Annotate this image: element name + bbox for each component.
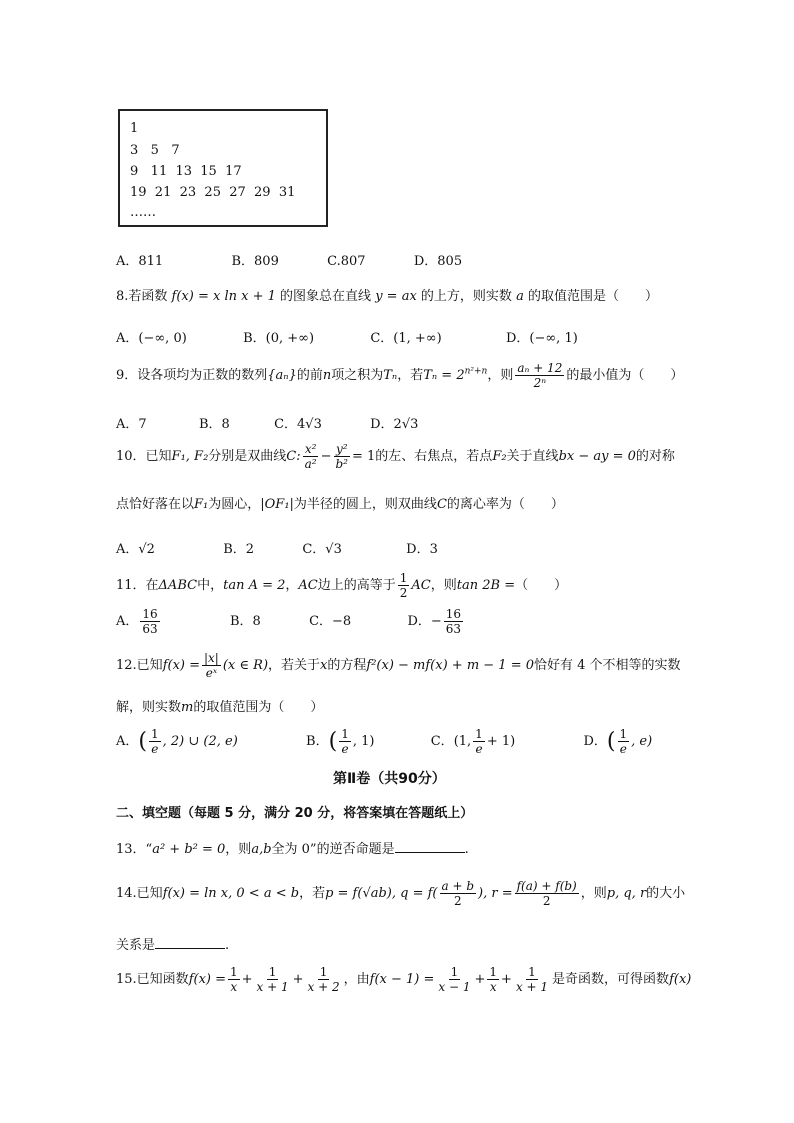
q9-text: 的前	[296, 368, 323, 383]
q12-frac	[202, 652, 221, 679]
q12-one: 1	[150, 727, 159, 741]
q12-c-label: C．	[430, 734, 454, 749]
q8-text: 的取值范围是（ ）	[527, 289, 658, 304]
q14-r-frac	[515, 880, 579, 907]
q15-t2d: x + 1	[256, 980, 289, 994]
q8-var: a	[516, 289, 524, 304]
q10-b2: b²	[335, 457, 348, 471]
q14-r-num: f(a) + f(b)	[516, 879, 577, 893]
q12-text: 的取值范围为（ ）	[193, 700, 324, 715]
q9-frac-den: 2ⁿ	[533, 376, 547, 390]
q15-u3n: 1	[528, 965, 536, 979]
q10-frac-y	[334, 443, 351, 470]
q8-text: 的上方，则实数	[420, 289, 512, 304]
q9-tn-eq: Tₙ = 2	[423, 368, 465, 383]
q10-text: 分别是双曲线	[208, 449, 287, 464]
q11-tan2b: tan 2B =	[456, 578, 516, 593]
q15-u2d: x	[489, 980, 497, 994]
q10-y2: y²	[335, 442, 348, 456]
q14-q-frac	[440, 880, 477, 907]
q12-option-c	[430, 727, 516, 756]
q11-text: ，则	[430, 578, 457, 593]
q12-text: 12.已知	[116, 658, 163, 673]
q14-q-den: 2	[453, 894, 462, 908]
q9-text: ，若	[397, 368, 424, 383]
q11-d-den: 63	[445, 622, 462, 636]
q10-curve: C:	[286, 449, 301, 464]
q11-option-b: B．8	[229, 614, 261, 629]
q12-d-tail: , e)	[631, 734, 653, 749]
q12-a-label: A．	[116, 734, 139, 749]
q13-cond: a² + b² = 0	[152, 842, 226, 857]
q12-d-label: D．	[583, 734, 607, 749]
q10-text: 为圆心，	[208, 497, 261, 512]
q15-t3d: x + 2	[307, 980, 340, 994]
q10-f1: F₁	[194, 497, 209, 512]
q10-frac-x	[303, 443, 319, 470]
triangle-row-4: 19 21 23 25 27 29 31	[130, 185, 296, 200]
q10-options	[116, 538, 438, 557]
q12-one: 1	[619, 727, 628, 741]
q11-option-d	[407, 607, 465, 636]
q12-e: e	[151, 742, 159, 756]
q15-fx-end: f(x)	[669, 972, 692, 987]
q11-d-num: 16	[445, 607, 462, 621]
q13-text: 全为 0”的逆否命题是	[271, 842, 395, 857]
q14-line-2	[116, 934, 229, 953]
q12-e: e	[341, 742, 349, 756]
q9-text: 的最小值为（ ）	[566, 368, 684, 383]
q12-e: e	[619, 742, 627, 756]
q14-r: ), r =	[478, 886, 513, 901]
q8-stem	[116, 285, 658, 304]
q11-a-label: A．	[116, 614, 139, 629]
q10-line-2	[116, 493, 564, 512]
q12-m: m	[181, 700, 194, 715]
q14-text: ，则	[580, 886, 607, 901]
q9-tn: Tₙ	[383, 368, 398, 383]
q11-half-num: 1	[399, 571, 408, 585]
q11-option-a	[116, 607, 162, 636]
q11-a-num: 16	[142, 607, 158, 621]
q9-text: 9．设各项均为正数的数列	[116, 368, 268, 383]
q12-x: x	[320, 658, 328, 673]
q15-text: 15.已知函数	[116, 972, 189, 987]
q15-t3n: 1	[319, 965, 328, 979]
q11-text: ，	[285, 578, 299, 593]
q15-u1n: 1	[450, 965, 459, 979]
q12-c-head: (1,	[453, 734, 472, 749]
q14-text: 14.已知	[116, 886, 163, 901]
q11-stem	[116, 572, 567, 599]
q9-options	[116, 413, 418, 432]
q9-option-c: C．4√3	[274, 417, 322, 432]
q12-domain: (x ∈ R)	[222, 658, 269, 673]
q11-text: 边上的高等于	[317, 578, 396, 593]
q10-a2: a²	[304, 457, 317, 471]
q12-text: ，若关于	[268, 658, 321, 673]
q9-n: n	[322, 368, 332, 383]
q8-option-b: B．(0, +∞)	[243, 331, 315, 346]
q12-b-label: B．	[306, 734, 329, 749]
q15-u2n: 1	[489, 965, 498, 979]
part2-title: 第Ⅱ卷（共90分）	[333, 771, 446, 787]
q10-text: 的离心率为（ ）	[446, 497, 564, 512]
q9-frac-num: aₙ + 12	[517, 361, 563, 375]
q13-text: .	[464, 842, 469, 857]
triangle-row-1: 1	[130, 121, 139, 136]
q9-option-a: A．7	[116, 417, 147, 432]
q10-option-a: A．√2	[116, 542, 155, 557]
q10-text: 的左、右焦点，若点	[375, 449, 493, 464]
triangle-row-3: 9 11 13 15 17	[130, 164, 242, 179]
q10-f2: F₂	[492, 449, 507, 464]
q15-t1n: 1	[230, 965, 238, 979]
q15-fx: f(x) =	[188, 972, 226, 987]
q10-text: 10．已知	[116, 449, 172, 464]
q12-options	[116, 728, 652, 755]
q12-line-2	[116, 696, 323, 715]
q12-one: 1	[475, 727, 483, 741]
q10-eq: = 1	[352, 449, 376, 464]
q8-option-c: C．(1, +∞)	[370, 331, 442, 346]
q11-d-label: D．−	[407, 614, 442, 629]
q12-a-tail: , 2) ∪ (2, e)	[162, 734, 238, 749]
q12-den: eˣ	[205, 666, 218, 680]
q8-function: f(x) = x ln x + 1	[171, 289, 276, 304]
q10-c: C	[436, 497, 447, 512]
q12-c-tail: + 1)	[486, 734, 516, 749]
q14-q-num: a + b	[441, 879, 475, 893]
q10-option-b: B．2	[223, 542, 255, 557]
q14-pqr: p, q, r	[606, 886, 647, 901]
q13-stem	[116, 838, 469, 857]
q10-of1: |OF₁|	[260, 497, 294, 512]
q10-option-d: D．3	[406, 542, 438, 557]
q11-triangle: ΔABC	[158, 578, 198, 593]
q10-option-c: C．√3	[302, 542, 342, 557]
q10-foci: F₁, F₂	[171, 449, 209, 464]
q12-b-tail: , 1)	[352, 734, 375, 749]
q13-ab: a,b	[251, 842, 272, 857]
q11-ac: AC	[411, 578, 431, 593]
q11-a-den: 63	[142, 622, 158, 636]
q12-text: 的方程	[327, 658, 367, 673]
number-triangle-figure	[118, 109, 328, 227]
q14-cond: f(x) = ln x, 0 < a < b	[162, 886, 300, 901]
q7-options	[116, 250, 462, 269]
q12-text: 解，则实数	[116, 700, 182, 715]
q9-seq: {aₙ}	[267, 368, 297, 383]
triangle-row-5: ……	[130, 205, 156, 220]
q15-u3d: x + 1	[515, 980, 549, 994]
q10-text: 为半径的圆上，则双曲线	[293, 497, 437, 512]
q8-option-a: A．(−∞, 0)	[116, 331, 187, 346]
q9-text: 项之积为	[331, 368, 384, 383]
q12-option-b: B．( $\frac{1}{e}$ , 1)	[306, 727, 375, 756]
q11-text: 中，	[197, 578, 224, 593]
q15-t1d: x	[230, 980, 238, 994]
q12-fx: f(x) =	[162, 658, 200, 673]
q14-text: .	[225, 938, 230, 953]
q10-text: 关于直线	[506, 449, 559, 464]
q15-fx1: f(x − 1) =	[369, 972, 435, 987]
q9-stem	[116, 362, 683, 389]
q12-e: e	[475, 742, 483, 756]
q12-num: |x|	[204, 651, 219, 665]
q14-r-den: 2	[542, 894, 551, 908]
q14-line-1	[116, 880, 685, 907]
q12-option-d: D．( $\frac{1}{e}$ , e)	[583, 727, 653, 756]
q9-option-d: D．2√3	[370, 417, 419, 432]
q7-option-d: D．805	[413, 254, 463, 269]
section2-heading: 二、填空题（每题 5 分，满分 20 分，将答案填在答题纸上）	[116, 806, 474, 821]
q12-line-1	[116, 652, 681, 679]
q7-option-c: C.807	[327, 254, 366, 269]
q11-text: （ ）	[515, 578, 568, 593]
q15-text: ，由	[343, 972, 370, 987]
q7-option-a: A．811	[116, 254, 164, 269]
q12-option-a: A．( $\frac{1}{e}$ , 2) ∪ (2, e)	[116, 727, 238, 756]
q9-fraction	[515, 362, 564, 389]
q15-text: 是奇函数，可得函数	[552, 972, 670, 987]
q9-exp: n²+n	[464, 366, 488, 377]
q8-text: 的图象总在直线	[280, 289, 372, 304]
q10-line-eq: bx − ay = 0	[558, 449, 636, 464]
q10-text: 点恰好落在以	[116, 497, 195, 512]
q11-ac: AC	[298, 578, 318, 593]
q9-option-b: B．8	[198, 417, 230, 432]
q7-option-b: B．809	[231, 254, 279, 269]
q13-text: 13．“	[116, 842, 153, 857]
q11-text: 11．在	[116, 578, 159, 593]
q8-options	[116, 327, 578, 346]
q11-options	[116, 608, 465, 635]
q11-half-den: 2	[399, 586, 408, 600]
q13-text: ，则	[225, 842, 252, 857]
q10-x2: x²	[304, 442, 317, 456]
q9-text: ，则	[487, 368, 514, 383]
q8-line: y = ax	[375, 289, 417, 304]
q13-answer-blank[interactable]	[395, 840, 465, 853]
q11-half	[398, 572, 410, 599]
q14-text: ，若	[299, 886, 326, 901]
q14-answer-blank[interactable]	[155, 936, 225, 949]
q15-line-1: 15.已知函数f(x) = $\frac{1}{x}$ + $\frac{1}{x + 1}$ + $\frac{1}{x + 2}$ ，由f(x − 1) = $\frac{1}{x - 1}$ + $\frac{1}{x}$ + $\frac{1}{x + 1}$ 是奇函数，可得函数f(x)	[116, 965, 692, 994]
q12-one: 1	[341, 727, 349, 741]
q14-text: 关系是	[116, 938, 156, 953]
triangle-row-2: 3 5 7	[130, 143, 180, 158]
q15-t2n: 1	[268, 965, 277, 979]
q8-option-d: D．(−∞, 1)	[505, 331, 578, 346]
q10-text: 的对称	[635, 449, 675, 464]
q12-eq: f²(x) − mf(x) + m − 1 = 0	[366, 658, 535, 673]
q8-text: 8.若函数	[116, 289, 168, 304]
q12-text: 恰好有 4 个不相等的实数	[534, 658, 681, 673]
q11-option-c: C．−8	[309, 614, 352, 629]
q14-p: p = f(√ab), q = f(	[325, 886, 438, 901]
q14-text: 的大小	[646, 886, 686, 901]
q11-tana: tan A = 2	[223, 578, 286, 593]
q15-u1d: x − 1	[438, 980, 471, 994]
q10-line-1: 10．已知F₁, F₂分别是双曲线C: $\frac{\text{x²}}{\text{a²}}$ − $\frac{\text{y²}}{\text{b²}}$ = 1的左、右焦点，若点F₂关于直线bx − ay = 0的对称	[116, 442, 675, 471]
